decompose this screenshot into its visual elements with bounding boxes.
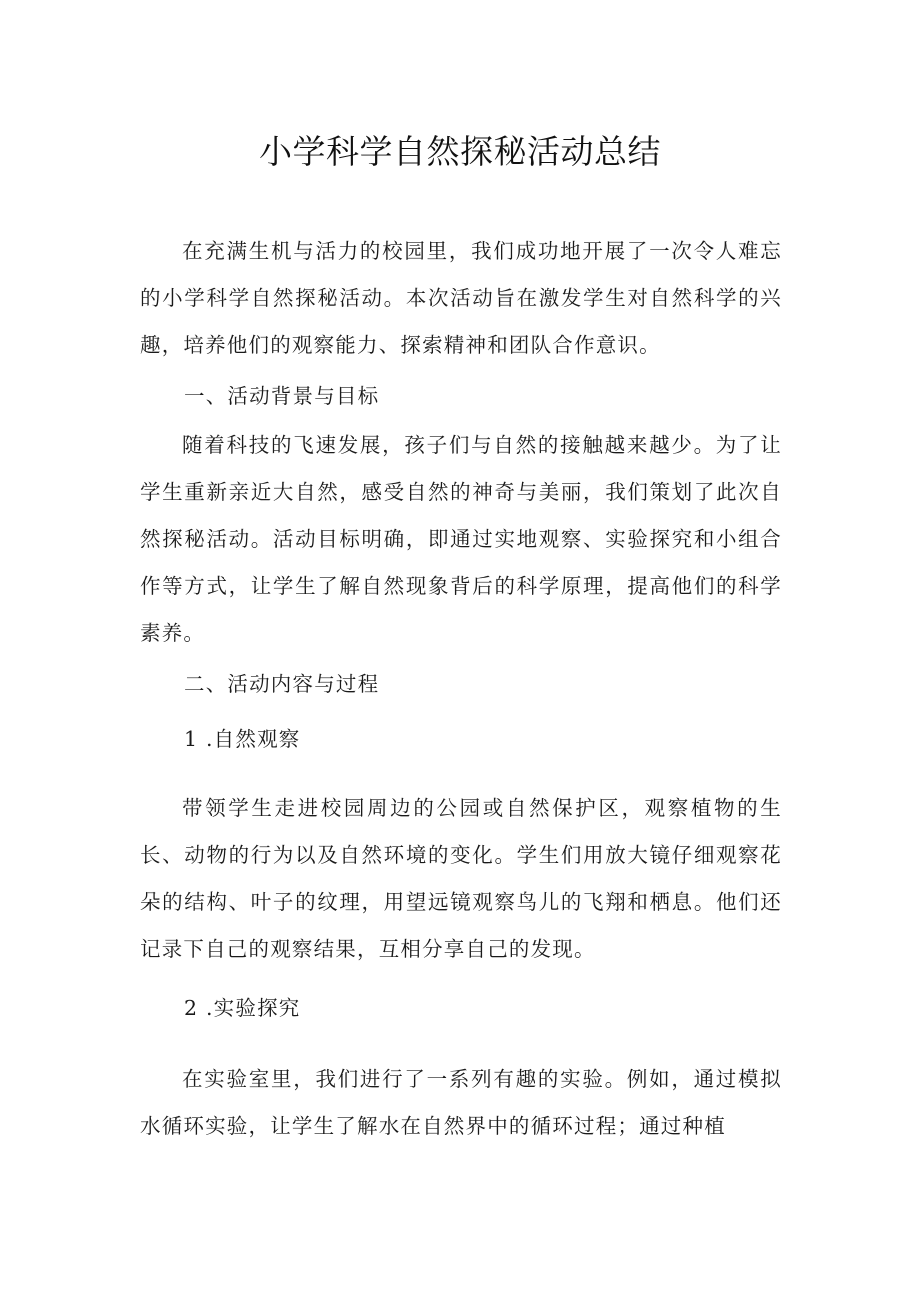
section-heading-content: 二、活动内容与过程: [184, 672, 380, 696]
document-title: 小学科学自然探秘活动总结: [259, 132, 661, 171]
observation-paragraph: 带领学生走进校园周边的公园或自然保护区，观察植物的生长、动物的行为以及自然环境的变化。学生们用放大镜仔细观察花朵的结构、叶子的纹理，用望远镜观察鸟儿的飞翔和栖息。他们还记录下自己的观察结果，互相分享自己的发现。: [140, 796, 782, 961]
background-paragraph: 随着科技的飞速发展，孩子们与自然的接触越来越少。为了让学生重新亲近大自然，感受自然的神奇与美丽，我们策划了此次自然探秘活动。活动目标明确，即通过实地观察、实验探究和小组合作等方式，让学生了解自然现象背后的科学原理，提高他们的科学素养。: [140, 433, 782, 645]
intro-paragraph: 在充满生机与活力的校园里，我们成功地开展了一次令人难忘的小学科学自然探秘活动。本次活动旨在激发学生对自然科学的兴趣，培养他们的观察能力、探索精神和团队合作意识。: [140, 239, 782, 357]
subheading-experiment: 2 .实验探究: [184, 996, 301, 1020]
section-heading-background: 一、活动背景与目标: [184, 384, 380, 408]
subheading-nature-observation: 1 .自然观察: [184, 727, 301, 751]
experiment-paragraph: 在实验室里，我们进行了一系列有趣的实验。例如，通过模拟水循环实验，让学生了解水在自然界中的循环过程；通过种植: [140, 1067, 782, 1138]
